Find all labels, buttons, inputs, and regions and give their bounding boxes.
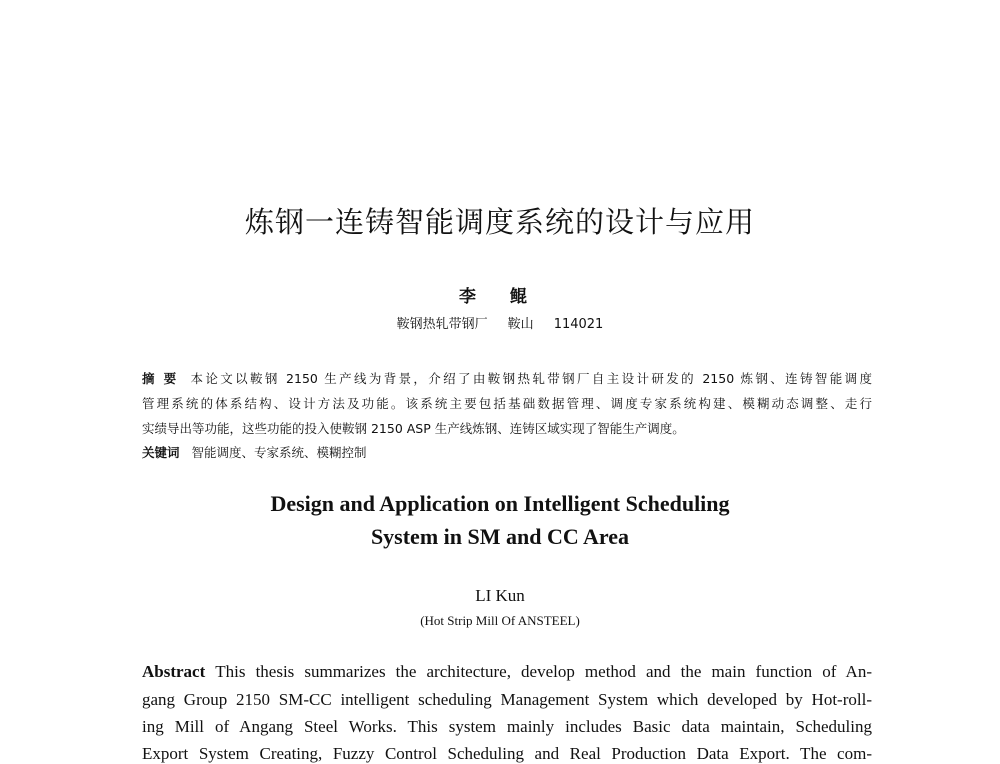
paper-title-en-line1: Design and Application on Intelligent Scheduling [270, 491, 730, 516]
keywords-zh-label: 关键词 [142, 445, 180, 460]
author-en: LI Kun [475, 586, 525, 605]
affiliation-postcode: 114021 [553, 317, 604, 332]
affiliation-en: (Hot Strip Mill Of ANSTEEL) [420, 613, 580, 628]
affiliation-org: 鞍钢热轧带钢厂 [396, 317, 488, 332]
abstract-zh-label: 摘 要 [142, 371, 179, 386]
abstract-zh-line: 实绩导出等功能，这些功能的投入使鞍钢 2150 ASP 生产线炼钢、连铸区域实现了智能生产调度。 [142, 421, 685, 436]
abstract-zh-line: 管理系统的体系结构、设计方法及功能。该系统主要包括基础数据管理、调度专家系统构建、模糊动态调整、走行 [142, 396, 872, 411]
abstract-en-text: This thesis summarizes the architecture, develop method and the main function of An- [215, 662, 872, 681]
abstract-zh-text: 本论文以鞍钢 2150 生产线为背景，介绍了由鞍钢热轧带钢厂自主设计研发的 2150 炼钢、连铸智能调度 [190, 371, 872, 386]
keywords-zh-text: 智能调度、专家系统、模糊控制 [191, 445, 367, 460]
abstract-zh-line [142, 369, 872, 387]
affiliation-zh [0, 313, 1000, 332]
paper-title-zh: 炼钢一连铸智能调度系统的设计与应用 [244, 205, 755, 239]
abstract-en-line [142, 662, 872, 682]
affiliation-city: 鞍山 [507, 317, 534, 332]
keywords-zh [142, 443, 872, 461]
abstract-en-line: gang Group 2150 SM-CC intelligent scheduling Management System which developed by Hot-roll- [142, 690, 872, 709]
paper-title-en-line2: System in SM and CC Area [370, 524, 630, 549]
abstract-en-label: Abstract [142, 662, 206, 681]
abstract-en-line: Export System Creating, Fuzzy Control Scheduling and Real Production Data Export. The com- [142, 744, 872, 763]
author-zh: 李 鲲 [459, 287, 541, 307]
abstract-en-line: ing Mill of Angang Steel Works. This system mainly includes Basic data maintain, Scheduling [142, 717, 872, 736]
